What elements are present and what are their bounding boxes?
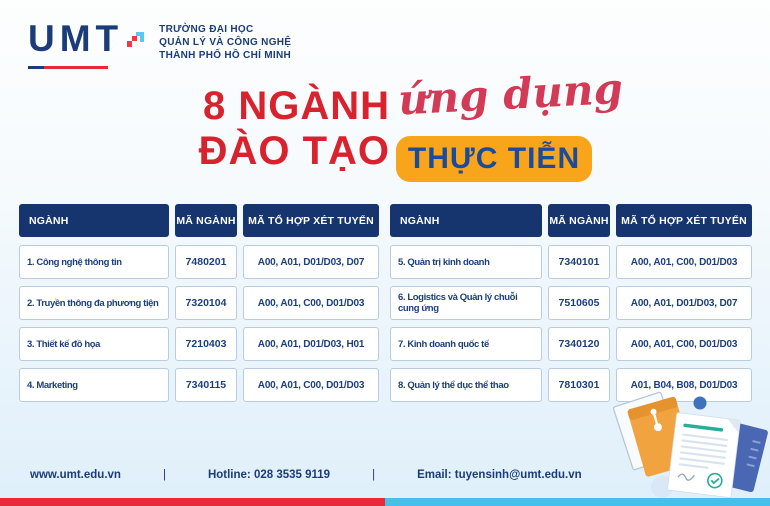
- program-name: 1. Công nghệ thông tin: [19, 245, 169, 279]
- logo-mark: [28, 20, 147, 58]
- bottom-stripe-red: [0, 498, 385, 506]
- column-header-nganh: NGÀNH: [19, 204, 169, 237]
- title-script-text: ứng dụng: [396, 63, 624, 125]
- logo-underline-red: [44, 66, 108, 69]
- program-combo: A00, A01, C00, D01/D03: [616, 245, 752, 279]
- program-name: 4. Marketing: [19, 368, 169, 402]
- column-header-ma-to-hop: MÃ TỔ HỢP XÉT TUYỂN: [616, 204, 752, 237]
- university-name-line1: TRƯỜNG ĐẠI HỌC: [159, 24, 254, 35]
- program-combo: A01, B04, B08, D01/D03: [616, 368, 752, 402]
- program-code: 7340120: [548, 327, 610, 361]
- program-combo: A00, A01, D01/D03, H01: [243, 327, 379, 361]
- column-header-nganh: NGÀNH: [390, 204, 542, 237]
- program-code: 7810301: [548, 368, 610, 402]
- logo-underline-navy: [28, 66, 44, 69]
- program-code: 7340115: [175, 368, 237, 402]
- program-name: 5. Quản trị kinh doanh: [390, 245, 542, 279]
- program-code: 7210403: [175, 327, 237, 361]
- university-name-line3: THÀNH PHỐ HỒ CHÍ MINH: [159, 50, 292, 61]
- logo-acronym: UMT: [28, 18, 124, 59]
- program-combo: A00, A01, C00, D01/D03: [616, 327, 752, 361]
- program-combo: A00, A01, C00, D01/D03: [243, 368, 379, 402]
- checkmark-icon: [707, 473, 723, 489]
- program-code: 7510605: [548, 286, 610, 320]
- bottom-stripe-blue: [385, 498, 770, 506]
- title-badge: [396, 136, 592, 182]
- footer-separator: |: [372, 469, 376, 481]
- footer-website: www.umt.edu.vn: [30, 469, 121, 481]
- main-title-line1: 8 NGÀNH: [202, 84, 390, 128]
- footer-email: Email: tuyensinh@umt.edu.vn: [417, 469, 582, 481]
- column-header-ma-nganh: MÃ NGÀNH: [175, 204, 237, 237]
- title-badge-label: THỰC TIỄN: [407, 142, 581, 175]
- programs-table-left: [19, 204, 379, 402]
- program-code: 7320104: [175, 286, 237, 320]
- program-name: 2. Truyền thông đa phương tiện: [19, 286, 169, 320]
- logo-plus-icon: [125, 38, 147, 55]
- program-combo: A00, A01, D01/D03, D07: [616, 286, 752, 320]
- program-code: 7340101: [548, 245, 610, 279]
- column-header-ma-nganh: MÃ NGÀNH: [548, 204, 610, 237]
- university-name: [159, 23, 291, 62]
- program-combo: A00, A01, C00, D01/D03: [243, 286, 379, 320]
- bottom-stripe: [0, 498, 770, 506]
- program-name: 3. Thiết kế đồ họa: [19, 327, 169, 361]
- program-name: 8. Quản lý thể dục thể thao: [390, 368, 542, 402]
- document-icon: [667, 413, 740, 498]
- program-name: 6. Logistics và Quản lý chuỗi cung ứng: [390, 286, 542, 320]
- program-name: 7. Kinh doanh quốc tế: [390, 327, 542, 361]
- footer-hotline: Hotline: 028 3535 9119: [207, 469, 331, 481]
- main-title: [140, 84, 390, 174]
- footer: [30, 469, 582, 481]
- main-title-line2: ĐÀO TẠO: [198, 129, 390, 173]
- footer-separator: |: [162, 469, 166, 481]
- umt-logo: [28, 20, 291, 62]
- column-header-ma-to-hop: MÃ TỔ HỢP XÉT TUYỂN: [243, 204, 379, 237]
- dot-navy: [694, 397, 707, 410]
- program-code: 7480201: [175, 245, 237, 279]
- university-name-line2: QUẢN LÝ VÀ CÔNG NGHỆ: [159, 37, 292, 48]
- logo-underline: [28, 66, 108, 69]
- programs-table-right: [390, 204, 752, 402]
- program-combo: A00, A01, D01/D03, D07: [243, 245, 379, 279]
- documents-illustration: [600, 386, 770, 505]
